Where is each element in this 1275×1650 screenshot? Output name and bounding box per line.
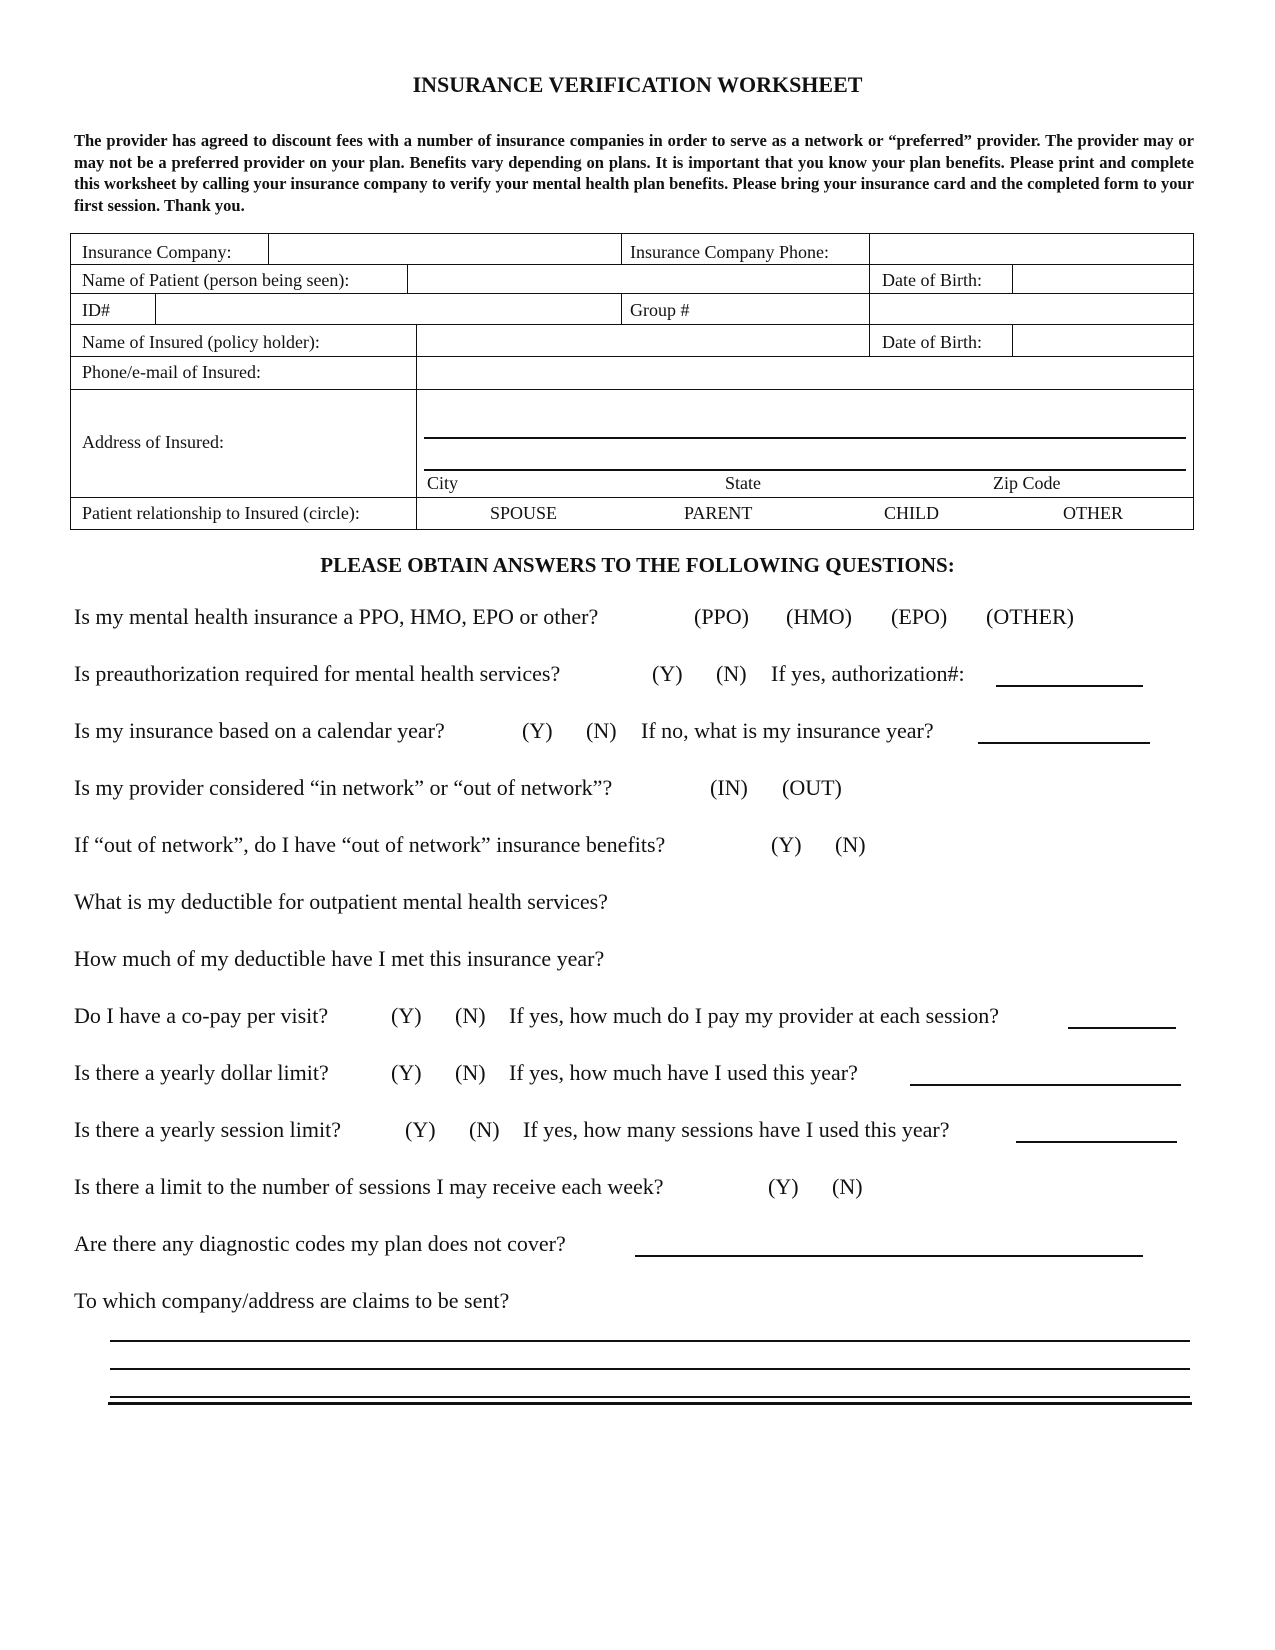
patient-name-field[interactable] [415, 266, 860, 291]
option-hmo[interactable]: (HMO) [786, 604, 852, 629]
option-in[interactable]: (IN) [710, 775, 748, 800]
group-label: Group # [630, 300, 690, 320]
question-plan-type: Is my mental health insurance a PPO, HMO, EPO or other? [74, 604, 599, 629]
question-diagnostic-codes: Are there any diagnostic codes my plan does not cover? [74, 1231, 566, 1256]
address-street-field[interactable] [424, 395, 1188, 435]
claims-address-line-1[interactable] [110, 1340, 1190, 1342]
question-yearly-session-limit: Is there a yearly session limit? [74, 1117, 341, 1142]
patient-name-label: Name of Patient (person being seen): [82, 270, 350, 290]
claims-address-line-3[interactable] [110, 1396, 1190, 1398]
option-epo[interactable]: (EPO) [891, 604, 948, 629]
insured-dob-field[interactable] [1020, 327, 1188, 354]
option-no[interactable]: (N) [455, 1060, 486, 1085]
relationship-label: Patient relationship to Insured (circle): [82, 503, 360, 523]
dollar-used-prompt: If yes, how much have I used this year? [509, 1060, 858, 1085]
question-deductible-met: How much of my deductible have I met this insurance year? [74, 946, 605, 971]
insured-contact-field[interactable] [424, 359, 1188, 387]
question-deductible: What is my deductible for outpatient mental health services? [74, 889, 608, 914]
option-yes[interactable]: (Y) [522, 718, 553, 743]
question-copay: Do I have a co-pay per visit? [74, 1003, 329, 1028]
relationship-option-parent[interactable]: PARENT [684, 503, 753, 523]
authorization-prompt: If yes, authorization#: [771, 661, 965, 686]
insured-dob-label: Date of Birth: [882, 332, 982, 352]
option-yes[interactable]: (Y) [768, 1174, 799, 1199]
option-yes[interactable]: (Y) [771, 832, 802, 857]
sessions-used-prompt: If yes, how many sessions have I used this year? [523, 1117, 950, 1142]
sessions-used-blank[interactable] [1016, 1141, 1177, 1143]
option-yes[interactable]: (Y) [405, 1117, 436, 1142]
option-yes[interactable]: (Y) [391, 1060, 422, 1085]
insurance-year-prompt: If no, what is my insurance year? [641, 718, 934, 743]
diagnostic-codes-blank[interactable] [635, 1255, 1143, 1257]
patient-dob-field[interactable] [1020, 266, 1188, 291]
insurance-company-field[interactable] [278, 236, 613, 262]
insurance-year-blank[interactable] [978, 742, 1150, 744]
city-label: City [427, 473, 459, 493]
closing-rule [108, 1402, 1192, 1405]
insurance-company-label: Insurance Company: [82, 242, 232, 262]
question-claims-address: To which company/address are claims to be sent? [74, 1288, 510, 1313]
zip-label: Zip Code [993, 473, 1061, 493]
question-preauthorization: Is preauthorization required for mental health services? [74, 661, 561, 686]
relationship-option-spouse[interactable]: SPOUSE [490, 503, 558, 523]
option-no[interactable]: (N) [586, 718, 617, 743]
insured-contact-label: Phone/e-mail of Insured: [82, 362, 261, 382]
intro-paragraph: The provider has agreed to discount fees with a number of insurance companies in order to serve as a network or “preferred” provider. The provider may or may not be a preferred provider on your plan. Benefits vary depending on plans. It is important that you know your plan benefits. Please print and complete this worksheet by calling your insurance company to verify your mental health plan benefits. Please bring your insurance card and the completed form to your first session. Thank you. [74, 131, 1194, 215]
question-weekly-session-limit: Is there a limit to the number of sessions I may receive each week? [74, 1174, 664, 1199]
section-heading: PLEASE OBTAIN ANSWERS TO THE FOLLOWING QUESTIONS: [320, 553, 955, 577]
option-no[interactable]: (N) [455, 1003, 486, 1028]
option-yes[interactable]: (Y) [652, 661, 683, 686]
option-no[interactable]: (N) [469, 1117, 500, 1142]
id-field[interactable] [163, 296, 613, 322]
claims-address-line-2[interactable] [110, 1368, 1190, 1370]
option-no[interactable]: (N) [835, 832, 866, 857]
copay-amount-prompt: If yes, how much do I pay my provider at each session? [509, 1003, 999, 1028]
option-out[interactable]: (OUT) [782, 775, 842, 800]
option-yes[interactable]: (Y) [391, 1003, 422, 1028]
question-calendar-year: Is my insurance based on a calendar year? [74, 718, 445, 743]
question-yearly-dollar-limit: Is there a yearly dollar limit? [74, 1060, 329, 1085]
id-label: ID# [82, 300, 110, 320]
authorization-blank[interactable] [996, 685, 1143, 687]
patient-dob-label: Date of Birth: [882, 270, 982, 290]
copay-amount-blank[interactable] [1068, 1027, 1176, 1029]
question-network-status: Is my provider considered “in network” or “out of network”? [74, 775, 613, 800]
insurance-company-phone-label: Insurance Company Phone: [630, 242, 829, 262]
insured-name-label: Name of Insured (policy holder): [82, 332, 320, 352]
form-title: INSURANCE VERIFICATION WORKSHEET [412, 72, 863, 97]
option-no[interactable]: (N) [716, 661, 747, 686]
option-other[interactable]: (OTHER) [986, 604, 1074, 629]
dollar-used-blank[interactable] [910, 1084, 1181, 1086]
option-ppo[interactable]: (PPO) [694, 604, 750, 629]
insurance-company-phone-field[interactable] [878, 236, 1188, 262]
option-no[interactable]: (N) [832, 1174, 863, 1199]
question-out-of-network-benefits: If “out of network”, do I have “out of network” insurance benefits? [74, 832, 666, 857]
group-field[interactable] [878, 296, 1188, 322]
state-label: State [725, 473, 761, 493]
relationship-option-child[interactable]: CHILD [884, 503, 939, 523]
relationship-option-other[interactable]: OTHER [1063, 503, 1123, 523]
insured-address-label: Address of Insured: [82, 432, 224, 452]
insured-name-field[interactable] [424, 327, 860, 354]
